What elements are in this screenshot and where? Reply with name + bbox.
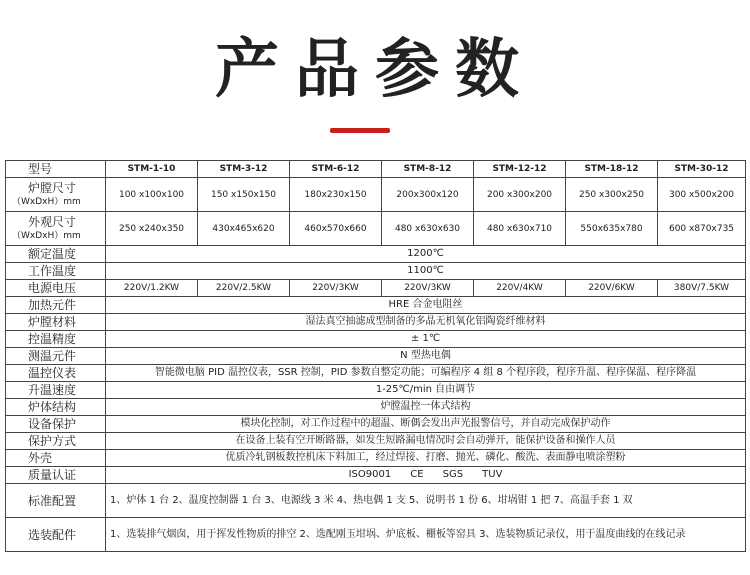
row-label: 测温元件 — [6, 348, 106, 365]
row-label-unit: （WxDxH）mm — [12, 230, 81, 241]
model-cell: STM-12-12 — [474, 161, 566, 178]
row-label-unit: （WxDxH）mm — [12, 196, 81, 207]
value-cell: 在设备上装有空开断路器，如发生短路漏电情况时会自动弹开，能保护设备和操作人员 — [106, 433, 746, 450]
value-cell: 1、选装排气烟囱，用于挥发性物质的排空 2、选配刚玉坩埚、炉底板、棚板等窑具 3、选装物质记录仪，用于温度曲线的在线记录 — [106, 518, 746, 552]
value-cell: 智能微电脑 PID 温控仪表，SSR 控制，PID 参数自整定功能；可编程序 4 组 8 个程序段，程序升温、程序保温、程序降温 — [106, 365, 746, 382]
value-cell: 优质冷轧钢板数控机床下料加工，经过焊接、打磨、抛光、磷化、酸洗、表面静电喷涂塑粉 — [106, 450, 746, 467]
value-cell: 250 x300x250 — [566, 178, 658, 212]
value-cell: 480 x630x630 — [382, 212, 474, 246]
value-cell: 220V/1.2KW — [106, 280, 198, 297]
row-label: 炉体结构 — [6, 399, 106, 416]
row-label: 加热元件 — [6, 297, 106, 314]
page-title: 产品参数 — [215, 33, 535, 107]
table-row-protection — [6, 416, 746, 433]
value-cell: 100 x100x100 — [106, 178, 198, 212]
model-cell: STM-1-10 — [106, 161, 198, 178]
value-cell: 220V/3KW — [290, 280, 382, 297]
row-label — [6, 212, 106, 246]
value-cell: 220V/3KW — [382, 280, 474, 297]
table-row-chamber-size — [6, 178, 746, 212]
model-cell: STM-8-12 — [382, 161, 474, 178]
row-label: 升温速度 — [6, 382, 106, 399]
value-cell: 180x230x150 — [290, 178, 382, 212]
row-label: 电源电压 — [6, 280, 106, 297]
row-label: 质量认证 — [6, 467, 106, 484]
value-cell: 380V/7.5KW — [658, 280, 746, 297]
table-row-structure — [6, 399, 746, 416]
row-label-main: 外观尺寸 — [28, 214, 77, 229]
table-row-standard — [6, 484, 746, 518]
row-label: 炉膛材料 — [6, 314, 106, 331]
table-row-outer-size — [6, 212, 746, 246]
value-cell: 220V/4KW — [474, 280, 566, 297]
table-row-certification — [6, 467, 746, 484]
value-cell: 220V/6KW — [566, 280, 658, 297]
table-row-controller — [6, 365, 746, 382]
table-row-shell — [6, 450, 746, 467]
table-row-optional — [6, 518, 746, 552]
table-row-precision — [6, 331, 746, 348]
model-cell: STM-30-12 — [658, 161, 746, 178]
model-cell: STM-3-12 — [198, 161, 290, 178]
value-cell: N 型热电偶 — [106, 348, 746, 365]
model-cell: STM-18-12 — [566, 161, 658, 178]
value-cell: 1100℃ — [106, 263, 746, 280]
table-row-protect-mode — [6, 433, 746, 450]
value-cell: 1200℃ — [106, 246, 746, 263]
table-row-work-temp — [6, 263, 746, 280]
table-row-sensor — [6, 348, 746, 365]
value-cell: HRE 合金电阻丝 — [106, 297, 746, 314]
row-label: 工作温度 — [6, 263, 106, 280]
table-row-heating — [6, 297, 746, 314]
value-cell: 220V/2.5KW — [198, 280, 290, 297]
row-label: 保护方式 — [6, 433, 106, 450]
value-cell: 湿法真空抽滤成型制备的多晶无机氧化铝陶瓷纤维材料 — [106, 314, 746, 331]
value-cell: 460x570x660 — [290, 212, 382, 246]
row-label: 温控仪表 — [6, 365, 106, 382]
value-cell: 200 x300x200 — [474, 178, 566, 212]
table-row-model — [6, 161, 746, 178]
value-cell: ISO9001 CE SGS TUV — [106, 467, 746, 484]
table-row-rated-temp — [6, 246, 746, 263]
row-label: 额定温度 — [6, 246, 106, 263]
row-label: 型号 — [6, 161, 106, 178]
value-cell: 550x635x780 — [566, 212, 658, 246]
value-cell: 600 x870x735 — [658, 212, 746, 246]
value-cell: 炉膛温控一体式结构 — [106, 399, 746, 416]
row-label-main: 炉膛尺寸 — [28, 180, 77, 195]
row-label: 控温精度 — [6, 331, 106, 348]
value-cell: 1、炉体 1 台 2、温度控制器 1 台 3、电源线 3 米 4、热电偶 1 支 5、说明书 1 份 6、坩埚钳 1 把 7、高温手套 1 双 — [106, 484, 746, 518]
row-label — [6, 178, 106, 212]
table-row-material — [6, 314, 746, 331]
value-cell: 430x465x620 — [198, 212, 290, 246]
value-cell: 150 x150x150 — [198, 178, 290, 212]
value-cell: ± 1℃ — [106, 331, 746, 348]
value-cell: 250 x240x350 — [106, 212, 198, 246]
row-label: 设备保护 — [6, 416, 106, 433]
row-label: 标准配置 — [6, 484, 106, 518]
model-cell: STM-6-12 — [290, 161, 382, 178]
value-cell: 200x300x120 — [382, 178, 474, 212]
value-cell: 300 x500x200 — [658, 178, 746, 212]
value-cell: 480 x630x710 — [474, 212, 566, 246]
table-row-heat-rate — [6, 382, 746, 399]
table-row-voltage — [6, 280, 746, 297]
spec-table — [5, 160, 746, 552]
value-cell: 1-25℃/min 自由调节 — [106, 382, 746, 399]
row-label: 选装配件 — [6, 518, 106, 552]
title-accent-bar — [330, 128, 390, 133]
row-label: 外壳 — [6, 450, 106, 467]
value-cell: 模块化控制，对工作过程中的超温、断偶会发出声光报警信号，并自动完成保护动作 — [106, 416, 746, 433]
